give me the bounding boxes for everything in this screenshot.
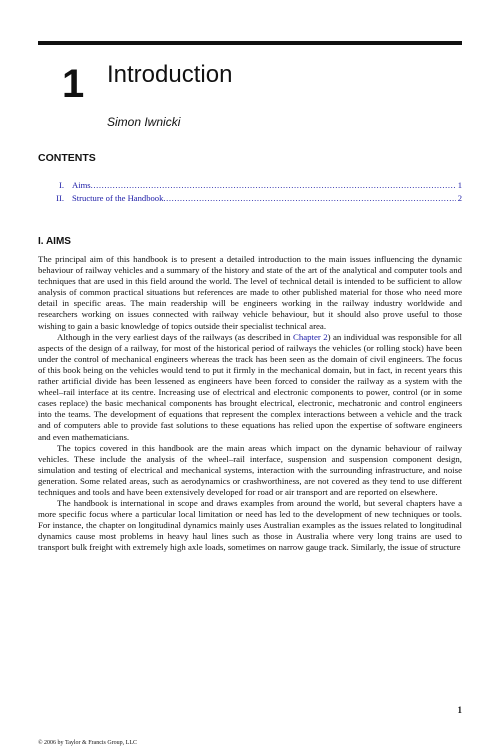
paragraph-2 — [38, 332, 462, 443]
toc-leader-dots — [163, 193, 455, 203]
paragraph-4: The handbook is international in scope and draws examples from around the world, but several chapters have a more specific focus where a particular local limitation or need has led to the development of new techniques or tools. For instance, the chapter on longitudinal dynamics mainly uses Australian examples as the issues related to longitudinal dynamics cause most problems in heavy haul lines such as those in Australia where very long trains are used to transport bulk freight with extremely high axle loads, sometimes on narrow gauge track. Similarly, the issue of structure — [38, 498, 462, 553]
paragraph-2-text-a: Although in the very earliest days of the railways (as described in — [57, 331, 293, 342]
chapter-title: Introduction — [107, 61, 233, 88]
toc-item-number: II. — [56, 193, 64, 203]
paragraph-1: The principal aim of this handbook is to present a detailed introduction to the main issues influencing the dynamic behaviour of railway vehicles and a summary of the history and state of the art of the analytical and computer tools and techniques that are used in this field around the world. The level of technical detail is intended to be sufficient to allow analysis of common practical situations but references are made to other published material for those who need more detail in specific areas. The main readership will be engineers working in the railway industry worldwide and researchers working on issues connected with railway vehicle behaviour, but it should also prove useful to those wishing to gain a basic knowledge of topics outside their specialist technical area. — [38, 254, 462, 331]
toc-item-page[interactable]: 1 — [457, 180, 462, 190]
header-rule — [38, 41, 462, 45]
toc-item-label[interactable]: Aims — [72, 180, 91, 190]
toc-item-structure[interactable] — [38, 193, 462, 206]
toc-leader-dots — [91, 180, 456, 190]
paragraph-3: The topics covered in this handbook are the main areas which impact on the dynamic behaviour of railway vehicles. These include the analysis of the wheel–rail interface, suspension and suspension component design, simulation and testing of electrical and mechanical systems, interaction with the surrounding infrastructure, and noise generation. Some related areas, such as aerodynamics or crashworthiness, are not covered as they tend to use different techniques and tools and have been extensively developed for road or air transport and are reported on elsewhere. — [38, 442, 462, 497]
toc-item-label[interactable]: Structure of the Handbook — [72, 193, 164, 203]
toc-item-number: I. — [58, 180, 64, 190]
page-number: 1 — [457, 705, 462, 715]
toc-item-page[interactable]: 2 — [457, 193, 462, 203]
chapter-number: 1 — [62, 62, 85, 106]
chapter-2-link[interactable]: Chapter 2 — [292, 331, 328, 342]
contents-heading: CONTENTS — [38, 152, 96, 164]
table-of-contents — [38, 180, 462, 206]
section-body — [38, 254, 462, 554]
copyright-notice: © 2006 by Taylor & Francis Group, LLC — [38, 740, 138, 746]
toc-item-aims[interactable] — [38, 180, 462, 193]
paragraph-2-text-b: ) an individual was responsible for all aspects of the design of a railway, for most of the historical period of railways the vehicles (or rolling stock) have been under the control of mechanical engineers whereas the track has been seen as the domain of civil engineers. The focus of this book being on the vehicles would tend to put it firmly in the mechanical domain, but in fact, in recent years this rather artificial divide has been lessened as engineers have been forced to consider the railway as a system with the wheel–rail interface at its centre. Increasing use of electrical and electronic components to power, control (or in some cases replace) the basic mechanical components has brought electrical, electronic, mechatronic and control engineers into the teams. The development of equations that represent the complex interactions between a vehicle and the track and of computers able to provide fast solutions to these equations has relied upon the expertise of software engineers and even mathematicians. — [38, 331, 462, 442]
chapter-author: Simon Iwnicki — [107, 115, 181, 129]
section-heading: I. AIMS — [38, 236, 71, 247]
